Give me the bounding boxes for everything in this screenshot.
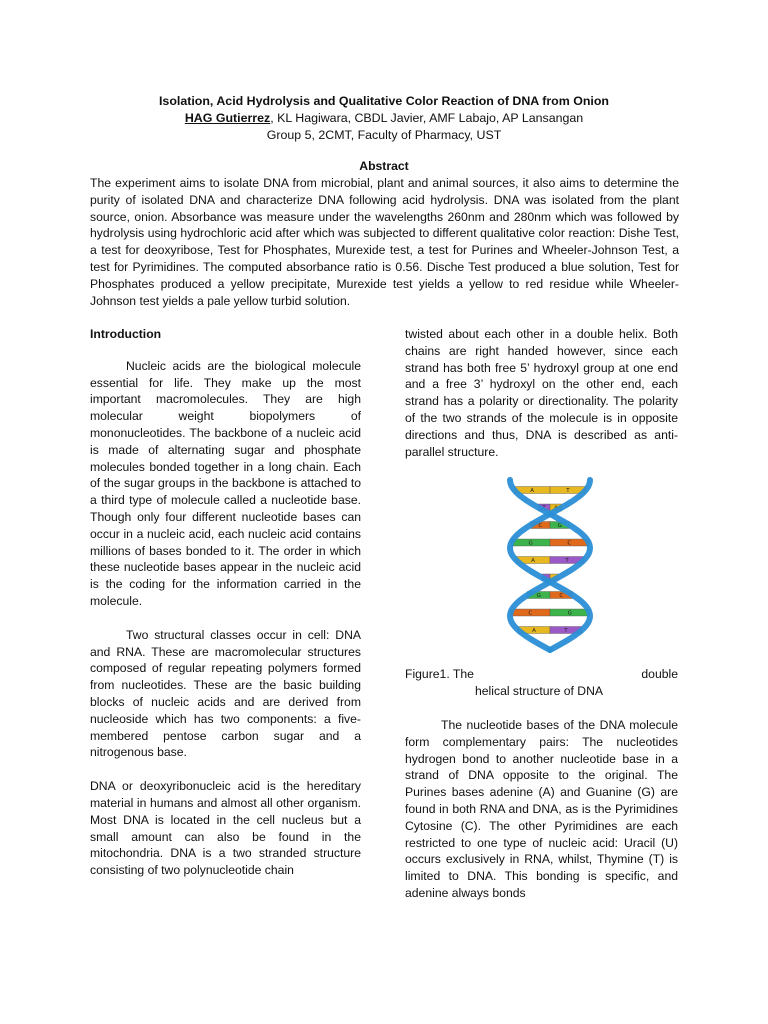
intro-paragraph-4: twisted about each other in a double helix. Both chains are right handed however, since each strand has both free 5’ hydroxyl group at one end and a free 3’ hydroxyl on the other end, each strand has a polarity or directionality. The polarity of the two strands of the molecule is in opposite directions and thus, DNA is described as anti-parallel structure.	[405, 327, 678, 459]
abstract-heading: Abstract	[359, 159, 409, 173]
intro-paragraph-3: DNA or deoxyribonucleic acid is the hereditary material in humans and almost all other organism. Most DNA is located in the cell nucleus but a small amount can also be found in the mitochondria. DNA is a two stranded structure consisting of two polynucleotide chain	[90, 779, 361, 878]
dna-double-helix-image	[495, 476, 605, 654]
base-letter: C	[538, 523, 543, 530]
base-letter: T	[542, 506, 546, 513]
paper-header	[0, 93, 768, 143]
base-letter: T	[566, 488, 570, 495]
base-letter: G	[536, 593, 541, 600]
figure-caption-start: Figure1. The	[405, 667, 474, 682]
left-column	[90, 326, 361, 879]
base-pair	[511, 539, 588, 547]
figure-caption-continued: helical structure of DNA	[475, 684, 604, 699]
co-authors: , KL Hagiwara, CBDL Javier, AMF Labajo, AP Lansangan	[270, 110, 584, 125]
base-pair	[514, 487, 586, 495]
base-letter: A	[531, 558, 535, 565]
base-letter: G	[528, 541, 533, 548]
right-column	[405, 326, 678, 902]
base-letter: C	[567, 541, 572, 548]
intro-paragraph-1: Nucleic acids are the biological molecule essential for life. They make up the most important macromolecules. They are high molecular weight biopolymers of mononucleotides. The backbone of a nucleic acid is made of alternating sugar and phosphate molecules bonded together in a long chain. Each of the sugar groups in the backbone is attached to a third type of molecule called a nucleotide base. Though only four different nucleotide bases can occur in a nucleic acid, each nucleic acid contains millions of bases bonded to it. The order in which these nucleotide bases appear in the nucleic acid is the coding for the information carried in the molecule.	[90, 358, 361, 608]
intro-paragraph-2: Two structural classes occur in cell: DNA and RNA. These are macromolecular structures composed of regular repeating polymers formed from nucleotides. These are the basic building blocks of nucleic acids and are derived from nucleoside which has two components: a five-membered pentose carbon sugar and a nitrogenous base.	[90, 627, 361, 760]
base-letter: T	[564, 628, 568, 635]
paper-title: Isolation, Acid Hydrolysis and Qualitative Color Reaction of DNA from Onion	[158, 94, 609, 108]
base-letter: A	[554, 506, 558, 513]
base-letter: A	[532, 628, 536, 635]
base-letter: G	[567, 611, 572, 618]
figure-caption	[405, 666, 678, 683]
base-letter: C	[559, 593, 564, 600]
base-letter: C	[528, 611, 533, 618]
base-letter: T	[565, 558, 569, 565]
dna-figure	[495, 476, 605, 654]
base-pair	[516, 557, 584, 565]
author-line	[0, 110, 768, 127]
base-pair	[518, 627, 582, 635]
base-letter: A	[530, 488, 534, 495]
base-pair	[511, 609, 590, 617]
abstract-text: The experiment aims to isolate DNA from microbial, plant and animal sources, it also aims to determine the purity of isolated DNA and characterize DNA following acid hydrolysis. DNA was isolated from the plant source, onion. Absorbance was measure under the wavelengths 260nm and 280nm which was followed by hydrolysis using hydrochloric acid after which was subjected to different qualitative color reaction: Dishe Test, a test for deoxyribose, Test for Phosphates, Murexide test, a test for Purines and Wheeler-Johnson Test, a test for Pyrimidines. The computed absorbance ratio is 0.56. Dische Test produced a blue solution, Test for Phosphates produced a yellow precipitate, Murexide test yields a yellow to red residue while Wheeler-Johnson test yields a pale yellow turbid solution.	[90, 176, 679, 308]
introduction-heading: Introduction	[90, 327, 162, 341]
affiliation: Group 5, 2CMT, Faculty of Pharmacy, UST	[266, 127, 502, 142]
figure-caption-end: double	[641, 667, 678, 682]
intro-paragraph-5: The nucleotide bases of the DNA molecule form complementary pairs: The nucleotides hydrogen bond to another nucleotide base in a strand of DNA opposite to the original. The Purines bases adenine (A) and Guanine (G) are found in both RNA and DNA, as is the Pyrimidines Cytosine (C). The other Pyrimidines are each restricted to one type of nucleic acid: Uracil (U) occurs exclusively in RNA, whilst, Thymine (T) is limited to DNA. This bonding is specific, and adenine always bonds	[405, 717, 678, 900]
lead-author: HAG Gutierrez	[184, 110, 271, 125]
base-letter: G	[557, 523, 562, 530]
